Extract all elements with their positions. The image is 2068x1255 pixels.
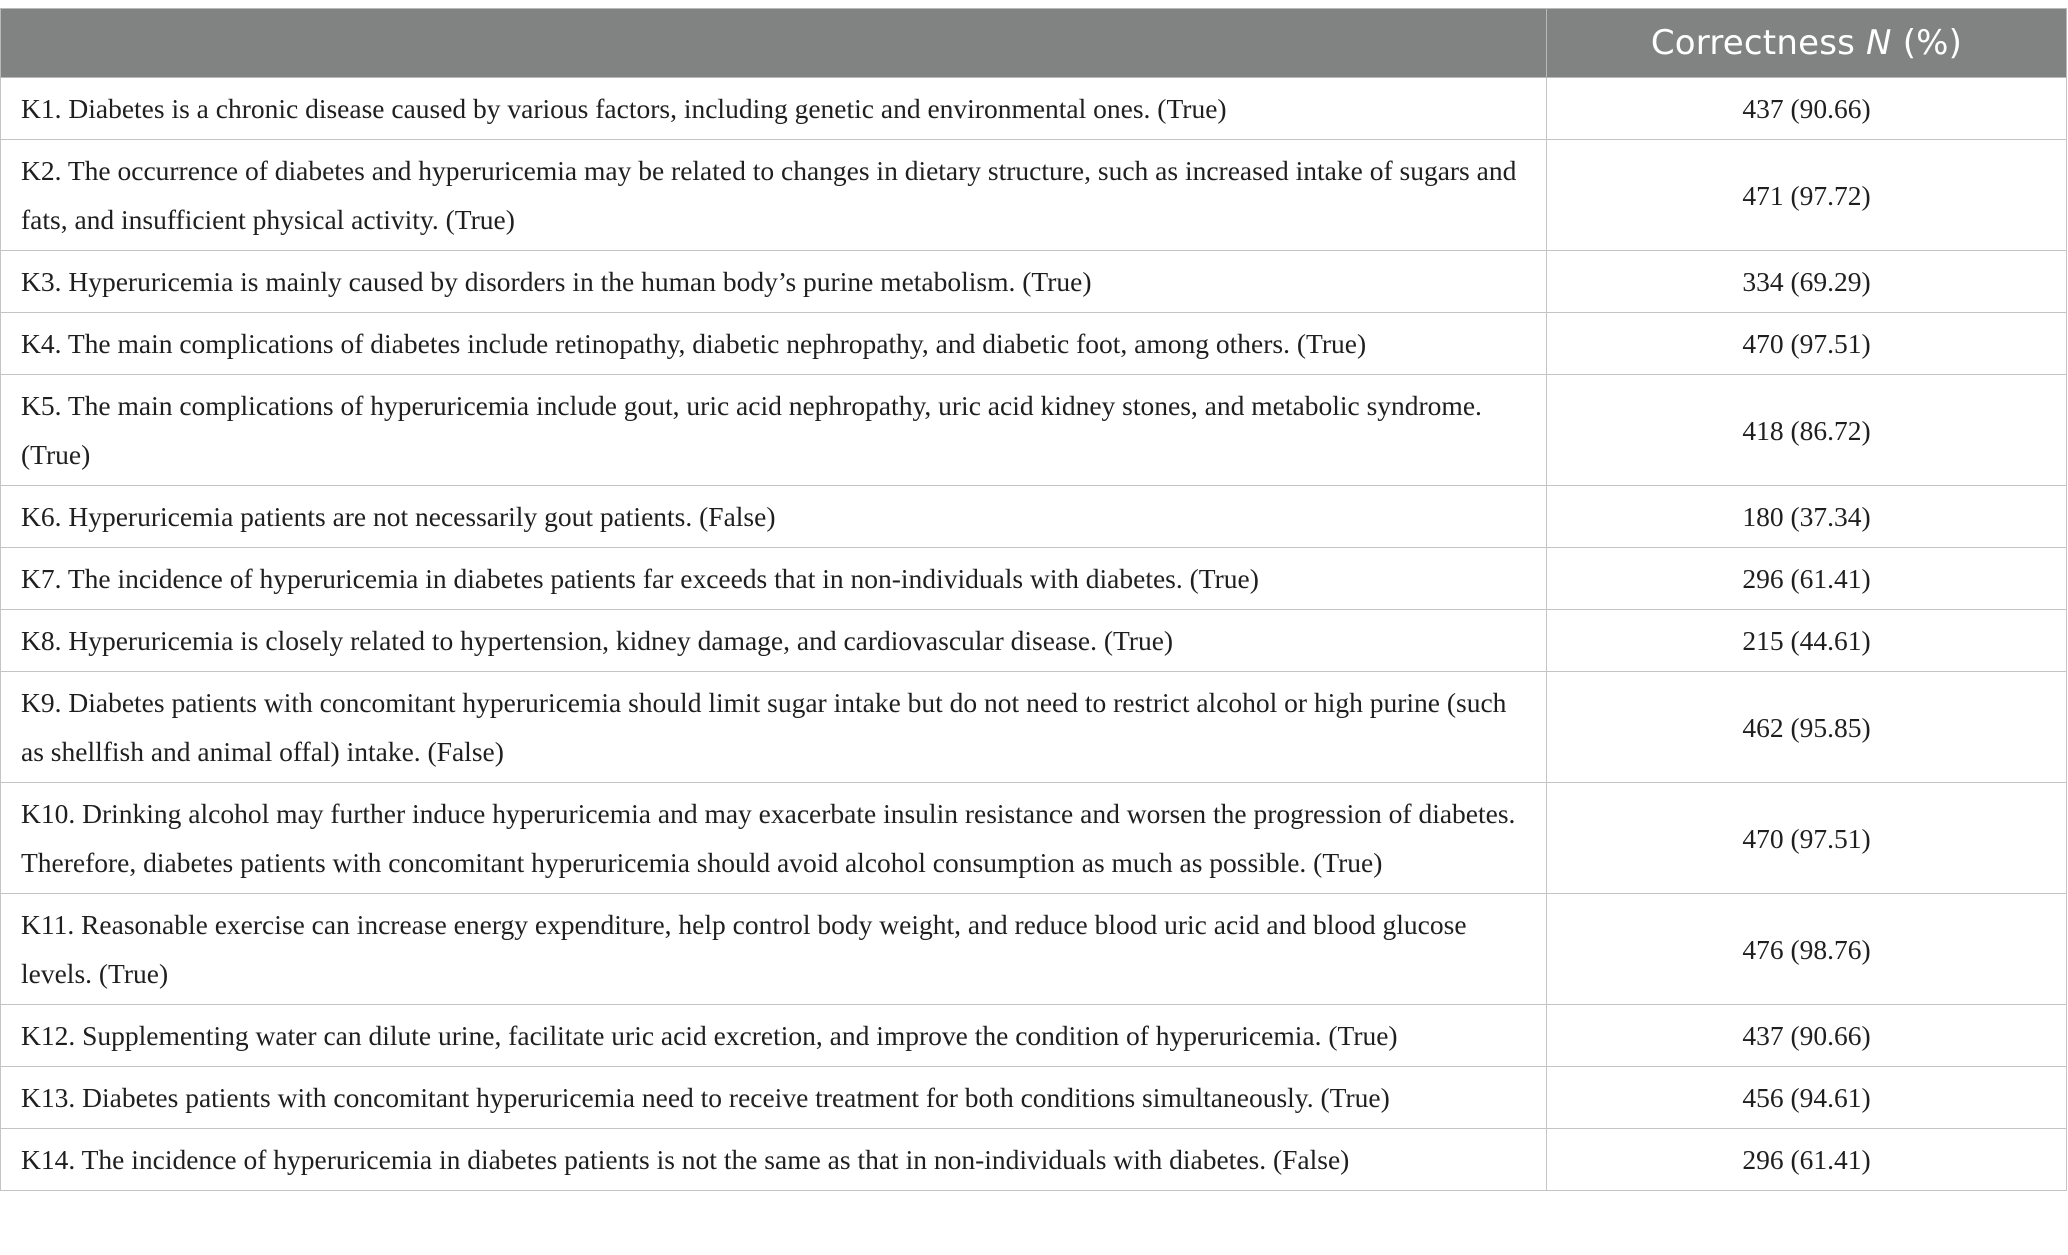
row-value-k9: 462 (95.85) <box>1547 672 2067 783</box>
row-item-k12: K12. Supplementing water can dilute urine, facilitate uric acid excretion, and improve the condition of hyperuricemia. (True) <box>1 1005 1547 1067</box>
header-correctness-prefix: Correctness <box>1650 23 1867 63</box>
row-item-k10: K10. Drinking alcohol may further induce hyperuricemia and may exacerbate insulin resistance and worsen the progression of diabetes. Therefore, diabetes patients with concomitant hyperuricemia should avoid alcohol consumption as much as possible. (True) <box>1 783 1547 894</box>
table-header <box>1 9 2067 78</box>
row-item-k1: K1. Diabetes is a chronic disease caused by various factors, including genetic and environmental ones. (True) <box>1 78 1547 140</box>
table-row <box>1 1005 2067 1067</box>
row-value-k6: 180 (37.34) <box>1547 486 2067 548</box>
table-row <box>1 610 2067 672</box>
knowledge-correctness-table <box>0 8 2067 1191</box>
table-row <box>1 78 2067 140</box>
row-item-k9: K9. Diabetes patients with concomitant hyperuricemia should limit sugar intake but do not need to restrict alcohol or high purine (such as shellfish and animal offal) intake. (False) <box>1 672 1547 783</box>
row-value-k10: 470 (97.51) <box>1547 783 2067 894</box>
row-item-k13: K13. Diabetes patients with concomitant hyperuricemia need to receive treatment for both conditions simultaneously. (True) <box>1 1067 1547 1129</box>
table-row <box>1 894 2067 1005</box>
table-row <box>1 783 2067 894</box>
row-item-k2: K2. The occurrence of diabetes and hyperuricemia may be related to changes in dietary structure, such as increased intake of sugars and fats, and insufficient physical activity. (True) <box>1 140 1547 251</box>
knowledge-table-container <box>0 8 2066 1191</box>
table-row <box>1 672 2067 783</box>
row-item-k7: K7. The incidence of hyperuricemia in diabetes patients far exceeds that in non-individuals with diabetes. (True) <box>1 548 1547 610</box>
row-item-k8: K8. Hyperuricemia is closely related to hypertension, kidney damage, and cardiovascular disease. (True) <box>1 610 1547 672</box>
row-value-k2: 471 (97.72) <box>1547 140 2067 251</box>
header-correctness-n: N <box>1866 23 1892 63</box>
row-value-k8: 215 (44.61) <box>1547 610 2067 672</box>
table-body <box>1 78 2067 1191</box>
row-item-k6: K6. Hyperuricemia patients are not necessarily gout patients. (False) <box>1 486 1547 548</box>
table-row <box>1 548 2067 610</box>
table-row <box>1 1129 2067 1191</box>
table-row <box>1 1067 2067 1129</box>
row-value-k12: 437 (90.66) <box>1547 1005 2067 1067</box>
table-row <box>1 140 2067 251</box>
row-value-k11: 476 (98.76) <box>1547 894 2067 1005</box>
header-correctness-suffix: (%) <box>1891 23 1963 63</box>
header-correctness-cell <box>1547 9 2067 78</box>
row-item-k5: K5. The main complications of hyperuricemia include gout, uric acid nephropathy, uric acid kidney stones, and metabolic syndrome. (True) <box>1 375 1547 486</box>
row-value-k13: 456 (94.61) <box>1547 1067 2067 1129</box>
row-item-k14: K14. The incidence of hyperuricemia in diabetes patients is not the same as that in non-individuals with diabetes. (False) <box>1 1129 1547 1191</box>
table-row <box>1 486 2067 548</box>
row-value-k7: 296 (61.41) <box>1547 548 2067 610</box>
row-value-k4: 470 (97.51) <box>1547 313 2067 375</box>
header-item-cell <box>1 9 1547 78</box>
row-item-k3: K3. Hyperuricemia is mainly caused by disorders in the human body’s purine metabolism. (True) <box>1 251 1547 313</box>
table-row <box>1 313 2067 375</box>
row-item-k11: K11. Reasonable exercise can increase energy expenditure, help control body weight, and reduce blood uric acid and blood glucose levels. (True) <box>1 894 1547 1005</box>
table-row <box>1 251 2067 313</box>
row-item-k4: K4. The main complications of diabetes include retinopathy, diabetic nephropathy, and diabetic foot, among others. (True) <box>1 313 1547 375</box>
row-value-k1: 437 (90.66) <box>1547 78 2067 140</box>
table-row <box>1 375 2067 486</box>
row-value-k14: 296 (61.41) <box>1547 1129 2067 1191</box>
row-value-k3: 334 (69.29) <box>1547 251 2067 313</box>
row-value-k5: 418 (86.72) <box>1547 375 2067 486</box>
header-row <box>1 9 2067 78</box>
